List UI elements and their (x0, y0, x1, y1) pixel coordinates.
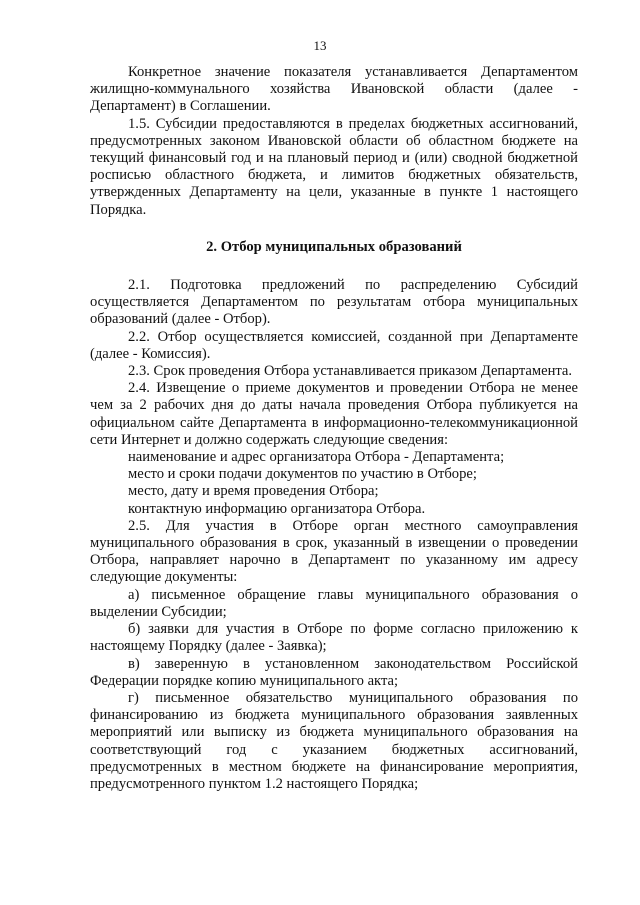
page-number: 13 (313, 38, 327, 53)
paragraph-2-3: 2.3. Срок проведения Отбора устанавливается приказом Департамента. (128, 363, 573, 380)
list-item-a: а) письменное обращение главы муниципального образования о выделении Субсидии; (90, 586, 578, 620)
list-item-g: г) письменное обязательство муниципального образования по финансированию из бюджета муниципального образования заявленных мероприятий или выписку из бюджета муниципального образования на соответствующий год с указанием бюджетных ассигнований, предусмотренных в местном бюджете на финансирование мероприятия, предусмотренного пунктом 1.2 настоящего Порядка; (90, 689, 578, 792)
paragraph-2-4: 2.4. Извещение о приеме документов и проведении Отбора не менее чем за 2 рабочих дня до даты начала проведения Отбора публикуется на официальном сайте Департамента в информационно-телекоммуникационной сети Интернет и должно содержать следующие сведения: (90, 380, 578, 448)
list-item-place-date-time: место, дату и время проведения Отбора; (128, 483, 379, 500)
list-item-v: в) заверенную в установленном законодательством Российской Федерации порядке копию муниципального акта; (90, 655, 578, 689)
section-heading: 2. Отбор муниципальных образований (206, 238, 462, 255)
paragraph-2-2: 2.2. Отбор осуществляется комиссией, созданной при Департаменте (далее - Комиссия). (90, 328, 578, 362)
list-item-contact-info: контактную информацию организатора Отбора. (128, 500, 426, 517)
paragraph-indicator-value: Конкретное значение показателя устанавливается Департаментом жилищно-коммунального хозяйства Ивановской области (далее - Департамент) в Соглашении. (90, 64, 578, 115)
document-body (90, 64, 578, 793)
list-item-place-deadline: место и сроки подачи документов по участию в Отборе; (128, 466, 477, 483)
list-item-organizer: наименование и адрес организатора Отбора - Департамента; (128, 449, 505, 466)
list-item-b: б) заявки для участия в Отборе по форме согласно приложению к настоящему Порядку (далее - Заявка); (90, 621, 578, 655)
paragraph-1-5: 1.5. Субсидии предоставляются в пределах бюджетных ассигнований, предусмотренных законом Ивановской области об областном бюджете на текущий финансовый год и на плановый период и (или) сводной бюджетной росписью областного бюджета, и лимитов бюджетных обязательств, утвержденных Департаменту на цели, указанные в пункте 1 настоящего Порядка. (90, 115, 578, 218)
paragraph-2-1: 2.1. Подготовка предложений по распределению Субсидий осуществляется Департаментом по результатам отбора муниципальных образований (далее - Отбор). (90, 277, 578, 328)
paragraph-2-5: 2.5. Для участия в Отборе орган местного самоуправления муниципального образования в срок, указанный в извещении о проведении Отбора, направляет нарочно в Департамент по указанному им адресу следующие документы: (90, 517, 578, 586)
